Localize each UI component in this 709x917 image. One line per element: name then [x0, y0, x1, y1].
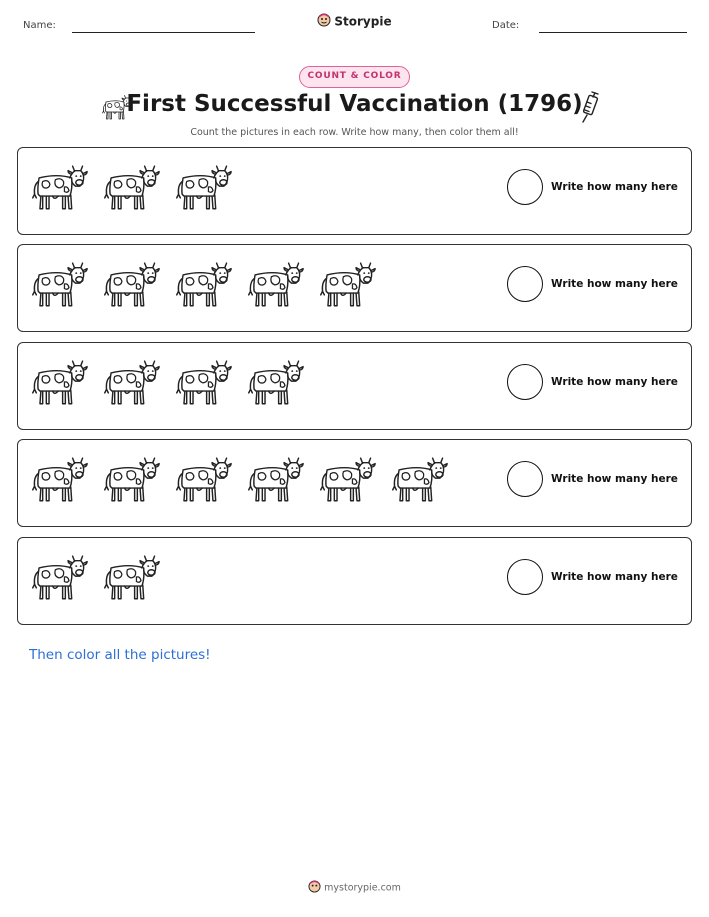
- date-label: Date:: [492, 20, 520, 31]
- picture-group: [30, 355, 304, 411]
- cow-icon[interactable]: [30, 257, 88, 311]
- answer-prompt: Write how many here: [551, 473, 678, 485]
- cow-icon[interactable]: [246, 257, 304, 311]
- cow-icon[interactable]: [318, 257, 376, 311]
- storypie-logo-icon: [308, 880, 321, 896]
- answer-prompt: Write how many here: [551, 278, 678, 290]
- count-row: [17, 147, 692, 235]
- answer-circle[interactable]: [507, 266, 543, 302]
- cow-icon[interactable]: [318, 452, 376, 506]
- cow-icon[interactable]: [174, 257, 232, 311]
- name-line[interactable]: [72, 32, 255, 33]
- storypie-logo-icon: [317, 13, 331, 30]
- cow-icon[interactable]: [30, 550, 88, 604]
- brand-name: Storypie: [334, 14, 392, 29]
- page-title: First Successful Vaccination (1796): [126, 91, 583, 117]
- cow-icon[interactable]: [102, 550, 160, 604]
- color-instruction: Then color all the pictures!: [29, 647, 211, 663]
- cow-icon[interactable]: [102, 452, 160, 506]
- cow-icon[interactable]: [30, 160, 88, 214]
- cow-icon[interactable]: [390, 452, 448, 506]
- answer-prompt: Write how many here: [551, 571, 678, 583]
- picture-group: [30, 550, 160, 606]
- cow-icon[interactable]: [30, 452, 88, 506]
- site-footer: [0, 880, 709, 896]
- answer-prompt: Write how many here: [551, 376, 678, 388]
- cow-icon[interactable]: [102, 257, 160, 311]
- cow-icon[interactable]: [174, 160, 232, 214]
- date-line[interactable]: [539, 32, 687, 33]
- answer-circle[interactable]: [507, 364, 543, 400]
- picture-group: [30, 160, 232, 216]
- instructions: Count the pictures in each row. Write how many, then color them all!: [190, 127, 519, 138]
- site-url: mystorypie.com: [324, 882, 401, 894]
- count-row: [17, 342, 692, 430]
- answer-circle[interactable]: [507, 559, 543, 595]
- answer-circle[interactable]: [507, 169, 543, 205]
- picture-group: [30, 257, 376, 313]
- count-row: [17, 244, 692, 332]
- brand: [0, 13, 709, 30]
- answer-circle[interactable]: [507, 461, 543, 497]
- cow-icon[interactable]: [30, 355, 88, 409]
- cow-icon[interactable]: [102, 355, 160, 409]
- cow-icon[interactable]: [102, 160, 160, 214]
- cow-icon[interactable]: [174, 452, 232, 506]
- count-color-badge: COUNT & COLOR: [299, 66, 410, 88]
- count-row: [17, 537, 692, 625]
- cow-icon[interactable]: [174, 355, 232, 409]
- answer-prompt: Write how many here: [551, 181, 678, 193]
- cow-icon[interactable]: [246, 452, 304, 506]
- syringe-icon: [578, 90, 604, 124]
- name-label: Name:: [23, 20, 56, 31]
- cow-icon[interactable]: [246, 355, 304, 409]
- count-row: [17, 439, 692, 527]
- picture-group: [30, 452, 448, 508]
